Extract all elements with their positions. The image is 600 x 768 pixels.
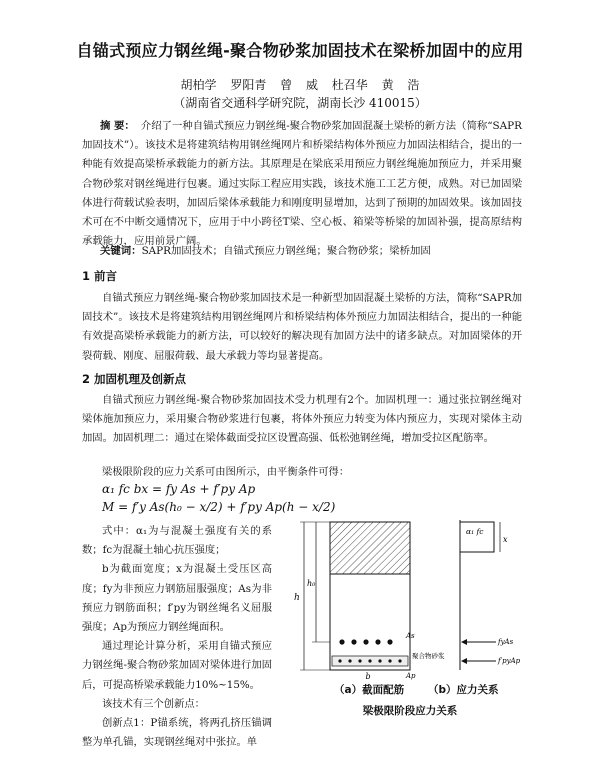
section-1-paragraph: 自锚式预应力钢丝绳-聚合物砂浆加固技术是一种新型加固混凝土梁桥的方法，简称“SAPR加固技术”。该技术是将建筑结构用钢丝绳网片和桥梁结构体外预应力加固法相结合，提出的一种能有效提高梁桥承载能力的新方法，可以较好的解决现有加固方法中的诸多缺点。对加固梁体的开裂荷载、刚度、屈服荷载、最大承载力等均显著提高。 (82, 292, 522, 362)
label-h: h (294, 593, 300, 603)
paper-authors: 胡柏学 罗阳青 曾 威 杜召华 黄 浩 (180, 78, 420, 92)
rope (368, 659, 371, 662)
abstract-label: 摘 要： (100, 120, 135, 132)
rebar (351, 639, 356, 644)
label-rope: 聚合物砂浆 (412, 652, 445, 660)
col-paragraph: 创新点1：P锚系统，将两孔挤压锚调整为单孔锚，实现钢丝绳对中张拉。单 (82, 717, 272, 749)
section-2-paragraph-1: 自锚式预应力钢丝绳-聚合物砂浆加固技术受力机理有2个。加固机理一：通过张拉钢丝绳对梁体施加预应力，采用聚合物砂浆进行包裹，将体外预应力转变为体内预应力，实现对梁体主动加固。加固机理二：通过在梁体截面受拉区设置高强、低松弛钢丝绳，增加受拉区配筋率。 (82, 394, 522, 445)
label-as: As (406, 632, 415, 640)
rope (348, 659, 351, 662)
abstract (82, 117, 522, 251)
paper-affiliation: （湖南省交通科学研究院，湖南长沙 410015） (173, 96, 427, 110)
rebar (387, 639, 392, 644)
figure-caption: 梁极限阶段应力关系 (362, 705, 458, 717)
rope (378, 659, 381, 662)
rebar (363, 639, 368, 644)
col-paragraph: 式中：α₁为与混凝土强度有关的系数；fc为混凝土轴心抗压强度； (82, 525, 272, 557)
keywords-text: SAPR加固技术；自锚式预应力钢丝绳；聚合物砂浆；梁桥加固 (141, 245, 431, 257)
rebar-row (339, 639, 392, 644)
rope (358, 659, 361, 662)
caption-sub-b: （b）应力关系 (428, 684, 499, 696)
rope (338, 659, 341, 662)
label-force-p: f′pyAp (498, 657, 521, 665)
label-b: b (365, 672, 371, 680)
label-ap: Ap (406, 672, 416, 680)
col-paragraph: 通过理论计算分析，采用自锚式预应力钢丝绳-聚合物砂浆加固对梁体进行加固后，可提高桥梁承载能力10%~15%。 (82, 640, 272, 691)
rope (388, 659, 391, 662)
stress-diagram (460, 520, 521, 670)
rebar (375, 639, 380, 644)
section-2-paragraph-2: 梁极限阶段的应力关系可由图所示，由平衡条件可得： (102, 466, 350, 478)
equation-1: α₁ fc bx = fy As + f′py Ap (102, 482, 256, 496)
caption-sub-a: （a）截面配筋 (334, 684, 405, 696)
stress-figure (290, 520, 530, 680)
section-1-heading: 1 前言 (82, 269, 118, 283)
label-force-c: α₁ fc (466, 527, 484, 536)
label-h0: h₀ (307, 579, 316, 588)
rope (398, 659, 401, 662)
paper-title: 自锚式预应力钢丝绳-聚合物砂浆加固技术在梁桥加固中的应用 (76, 41, 524, 60)
rebar (339, 639, 344, 644)
label-x: x (503, 535, 508, 544)
col-paragraph: 该技术有三个创新点： (102, 697, 205, 710)
col-paragraph: b为截面宽度；x为混凝土受压区高度；fy为非预应力钢筋屈服强度；As为非预应力钢筋面积；f′py为钢丝绳名义屈服强度；Ap为预应力钢丝绳面积。 (82, 563, 272, 634)
left-column-text (82, 522, 272, 752)
equation-2: M = f′y As(h₀ − x/2) + f′py Ap(h − x/2) (102, 500, 336, 514)
abstract-text: 介绍了一种自锚式预应力钢丝绳-聚合物砂浆加固混凝土梁桥的新方法（简称“SAPR加固技术”）。该技术是将建筑结构用钢丝绳网片和桥梁结构体外预应力加固法相结合，提出的一种能有效提高梁桥承载能力的新方法。其原理是在梁底采用预应力钢丝绳施加预应力，并采用聚合物砂浆对钢丝绳进行包裹。通过实际工程应用实践，该技术施工工艺方便，成熟。对已加固梁体进行荷载试验表明，加固后梁体承载能力和刚度明显增加，达到了预期的加固效果。该加固技术可在不中断交通情况下，应用于中小跨径T梁、空心板、箱梁等桥梁的加固补强，提高原结构承载能力，应用前景广阔。 (82, 120, 522, 248)
keywords-label: 关键词： (100, 245, 142, 257)
keywords (100, 243, 530, 259)
section-2-heading: 2 加固机理及创新点 (82, 372, 187, 386)
section-drawing (294, 522, 445, 680)
compression-zone (330, 522, 410, 574)
label-force-s: fyAs (498, 638, 514, 646)
